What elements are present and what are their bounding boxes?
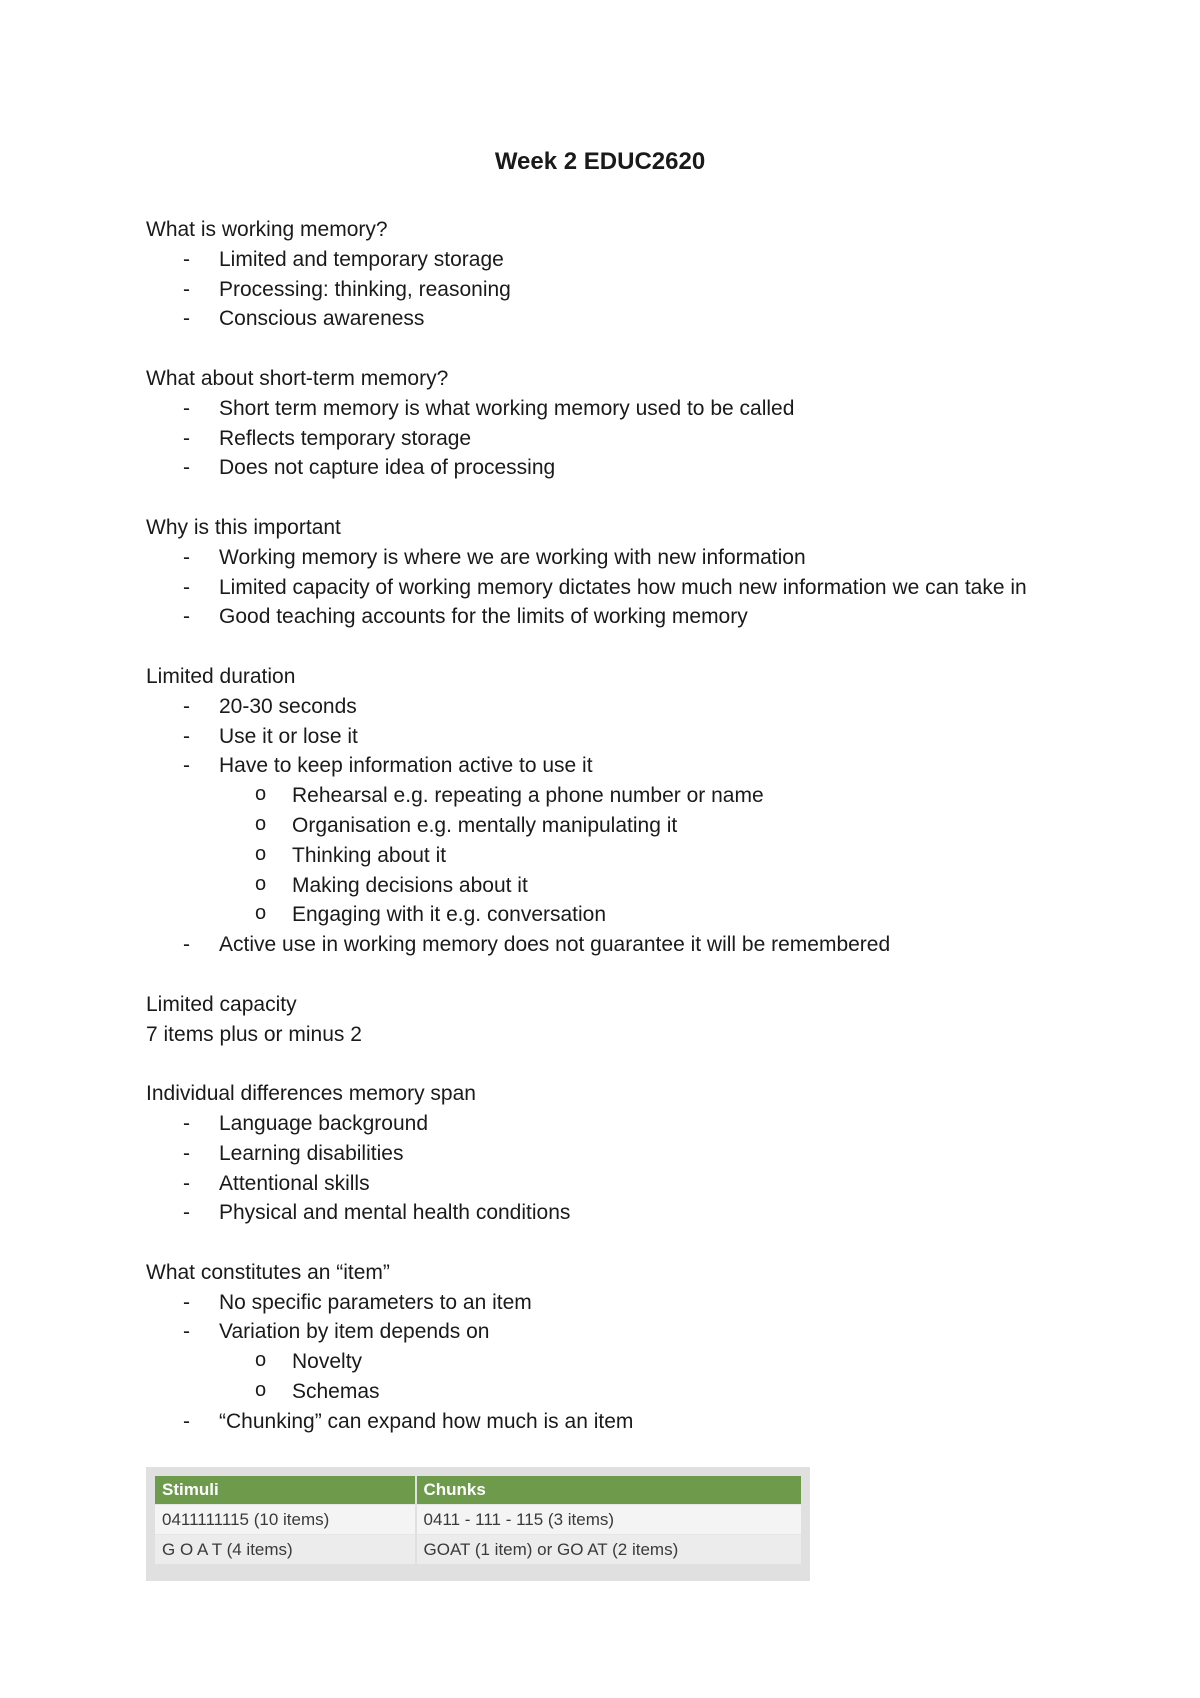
section-heading: What constitutes an “item” <box>146 1260 390 1284</box>
list-item: - Use it or lose it <box>146 722 1046 752</box>
list-item: - Physical and mental health conditions <box>146 1198 1046 1228</box>
bullet-list <box>146 692 1046 960</box>
section-short-term-memory <box>146 364 1046 483</box>
sub-list-item: o Thinking about it <box>219 841 1046 871</box>
dash-marker: - <box>183 1201 190 1225</box>
sub-list-item: o Organisation e.g. mentally manipulating it <box>219 811 1046 841</box>
list-item: - Working memory is where we are working with new information <box>146 543 1046 573</box>
section-individual-differences <box>146 1079 1046 1228</box>
dash-marker: - <box>183 933 190 957</box>
section-heading: Limited capacity <box>146 992 297 1016</box>
dash-marker: - <box>183 575 190 599</box>
list-item: - Limited capacity of working memory dictates how much new information we can take in <box>146 573 1046 603</box>
dash-marker: - <box>183 1171 190 1195</box>
list-item: - “Chunking” can expand how much is an item <box>146 1407 1046 1437</box>
section-limited-capacity <box>146 990 1046 1050</box>
sub-bullet-list <box>219 1347 1046 1407</box>
circle-marker: o <box>255 842 267 865</box>
list-item: - Processing: thinking, reasoning <box>146 275 1046 305</box>
section-heading: Individual differences memory span <box>146 1082 476 1106</box>
section-heading: What about short-term memory? <box>146 366 449 390</box>
bullet-list <box>146 394 1046 483</box>
dash-marker: - <box>183 1320 190 1344</box>
section-what-is-item <box>146 1258 1046 1437</box>
dash-marker: - <box>183 247 190 271</box>
sub-list-item: o Rehearsal e.g. repeating a phone number or name <box>219 781 1046 811</box>
list-item: - Language background <box>146 1109 1046 1139</box>
table-cell: 0411111115 (10 items) <box>155 1505 416 1535</box>
section-why-important <box>146 513 1046 632</box>
dash-marker: - <box>183 694 190 718</box>
list-item: - Reflects temporary storage <box>146 424 1046 454</box>
circle-marker: o <box>255 1379 267 1402</box>
table-row <box>155 1505 801 1535</box>
list-item: - Learning disabilities <box>146 1139 1046 1169</box>
list-item: - Attentional skills <box>146 1169 1046 1199</box>
list-item: - Conscious awareness <box>146 304 1046 334</box>
dash-marker: - <box>183 277 190 301</box>
circle-marker: o <box>255 783 267 806</box>
column-header-chunks: Chunks <box>416 1476 802 1505</box>
table-cell: 0411 - 111 - 115 (3 items) <box>416 1505 802 1535</box>
table-cell: GOAT (1 item) or GO AT (2 items) <box>416 1535 802 1565</box>
section-heading: Limited duration <box>146 664 296 688</box>
dash-marker: - <box>183 396 190 420</box>
list-item: - Active use in working memory does not guarantee it will be remembered <box>146 930 1046 960</box>
sub-list-item: o Novelty <box>219 1347 1046 1377</box>
bullet-list <box>146 1109 1046 1228</box>
dash-marker: - <box>183 426 190 450</box>
list-item: - No specific parameters to an item <box>146 1288 1046 1318</box>
list-item: - Does not capture idea of processing <box>146 453 1046 483</box>
table-header-row <box>155 1476 801 1505</box>
list-item: - Have to keep information active to use it o Rehearsal e.g. repeating a phone number or name o Organisation e.g. mentally manipulating it o Thinking about it o Making decisions about it o Engaging with it e.g. conversation <box>146 751 1046 930</box>
circle-marker: o <box>255 872 267 895</box>
dash-marker: - <box>183 605 190 629</box>
list-item: - Limited and temporary storage <box>146 245 1046 275</box>
dash-marker: - <box>183 1290 190 1314</box>
dash-marker: - <box>183 724 190 748</box>
list-item: - Short term memory is what working memory used to be called <box>146 394 1046 424</box>
column-header-stimuli: Stimuli <box>155 1476 416 1505</box>
dash-marker: - <box>183 1409 190 1433</box>
dash-marker: - <box>183 307 190 331</box>
list-item: - Good teaching accounts for the limits of working memory <box>146 602 1046 632</box>
dash-marker: - <box>183 545 190 569</box>
page-title: Week 2 EDUC2620 <box>494 148 706 175</box>
dash-marker: - <box>183 456 190 480</box>
circle-marker: o <box>255 812 267 835</box>
bullet-list <box>146 1288 1046 1437</box>
section-heading: What is working memory? <box>146 218 388 241</box>
list-item: - 20-30 seconds <box>146 692 1046 722</box>
list-item: - Variation by item depends on o Novelty o Schemas <box>146 1317 1046 1406</box>
dash-marker: - <box>183 1141 190 1165</box>
sub-list-item: o Making decisions about it <box>219 871 1046 901</box>
sub-bullet-list <box>219 781 1046 930</box>
bullet-list <box>146 245 1046 334</box>
sub-list-item: o Engaging with it e.g. conversation <box>219 900 1046 930</box>
bullet-list <box>146 543 1046 632</box>
dash-marker: - <box>183 754 190 778</box>
chunking-table <box>155 1476 801 1564</box>
circle-marker: o <box>255 1349 267 1372</box>
section-heading: Why is this important <box>146 515 341 539</box>
table-cell: G O A T (4 items) <box>155 1535 416 1565</box>
capacity-line: 7 items plus or minus 2 <box>146 1022 362 1046</box>
section-working-memory <box>146 215 1046 334</box>
table-row <box>155 1535 801 1565</box>
sub-list-item: o Schemas <box>219 1377 1046 1407</box>
chunking-table-frame <box>146 1467 810 1581</box>
notes-body <box>146 215 1046 1466</box>
section-limited-duration <box>146 662 1046 960</box>
circle-marker: o <box>255 902 267 925</box>
dash-marker: - <box>183 1111 190 1135</box>
